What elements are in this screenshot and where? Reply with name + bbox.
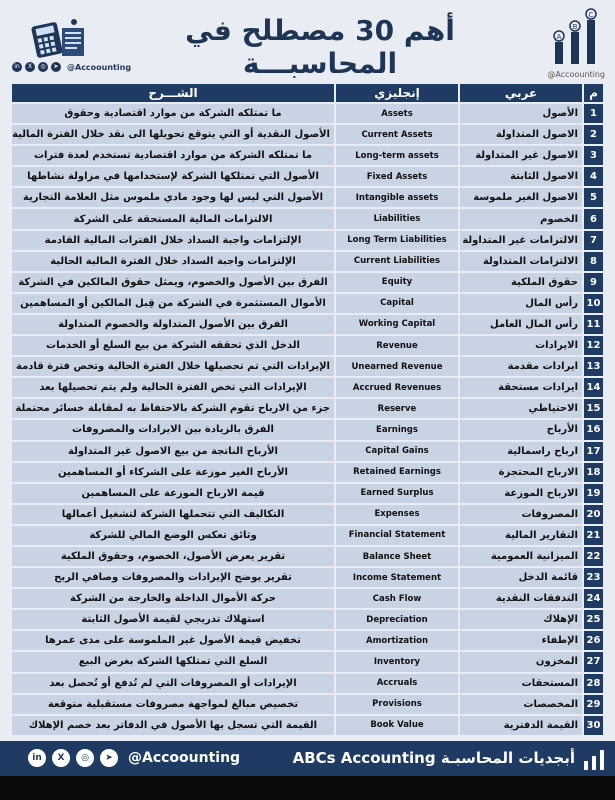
table-row [12,167,603,186]
header-handle: @Accoounting [67,62,132,72]
table-row [12,505,603,524]
instagram-icon[interactable]: ◎ [76,749,94,767]
term-arabic: الأصول [458,104,582,123]
row-number: 14 [582,378,603,397]
table-header-row [12,84,603,102]
header [0,0,615,80]
row-number: 11 [582,315,603,334]
abc-logo-icon [581,747,607,771]
footer-brand: أبجديات المحاسبـة ABCs Accounting [292,749,575,767]
row-number: 26 [582,631,603,650]
term-english: Provisions [334,695,458,714]
term-english: Long Term Liabilities [334,231,458,250]
col-header-number: م [582,84,603,102]
term-english: Intangible assets [334,188,458,207]
term-explanation: الإلتزامات واجبة السداد خلال الفترة المالية الحالية [12,252,334,271]
term-explanation: الأصول النقدية أو التي يتوقع تحويلها الى نقد خلال الفترة المالية [12,125,334,144]
telegram-icon[interactable]: ➤ [100,749,118,767]
term-explanation: الفرق بين الأصول والخصوم، ويمثل حقوق المالكين في الشركة [12,273,334,292]
term-arabic: الإطفاء [458,631,582,650]
term-explanation: تخفيض قيمة الأصول غير الملموسة على مدى عمرها [12,631,334,650]
watermark-handle: @Accoounting [547,70,605,79]
term-arabic: قائمة الدخل [458,568,582,587]
term-arabic: رأس المال العامل [458,315,582,334]
row-number: 25 [582,610,603,629]
term-english: Balance Sheet [334,547,458,566]
table-row [12,484,603,503]
term-arabic: الاصول غير المتداولة [458,146,582,165]
table-row [12,695,603,714]
term-arabic: الأرباح [458,420,582,439]
term-english: Capital Gains [334,442,458,461]
term-english: Equity [334,273,458,292]
term-arabic: الارباح المحتجزة [458,463,582,482]
term-explanation: الأصول التي ليس لها وجود مادي ملموس مثل العلامة التجارية [12,188,334,207]
row-number: 3 [582,146,603,165]
term-explanation: جزء من الارباح تقوم الشركة بالاحتفاظ به لمقابلة خسائر محتملة [12,399,334,418]
calculator-icon [30,14,90,60]
row-number: 30 [582,716,603,735]
table-row [12,589,603,608]
term-english: Liabilities [334,209,458,228]
row-number: 29 [582,695,603,714]
term-arabic: الإهلاك [458,610,582,629]
term-english: Fixed Assets [334,167,458,186]
terms-table [12,82,603,737]
term-arabic: التدفقات النقدية [458,589,582,608]
term-arabic: الالتزامات المتداولة [458,252,582,271]
term-arabic: ايرادات مقدمة [458,357,582,376]
linkedin-icon[interactable]: in [12,62,22,72]
term-explanation: الأرباح الناتجة من بيع الاصول غير المتداولة [12,442,334,461]
table-row [12,146,603,165]
term-english: Financial Statement [334,526,458,545]
term-arabic: المصروفات [458,505,582,524]
term-explanation: ما تمتلكه الشركة من موارد اقتصادية وحقوق [12,104,334,123]
instagram-icon[interactable]: ◎ [38,62,48,72]
term-english: Long-term assets [334,146,458,165]
x-icon[interactable]: X [52,749,70,767]
term-explanation: الدخل الذي تحققه الشركة من بيع السلع أو الخدمات [12,336,334,355]
term-explanation: تخصيص مبالغ لمواجهة مصروفات مستقبلية متوقعة [12,695,334,714]
row-number: 28 [582,674,603,693]
term-explanation: ما تمتلكه الشركة من موارد اقتصادية تستخدم لعدة فترات [12,146,334,165]
term-explanation: الأصول التي تمتلكها الشركة لإستخدامها في مزاولة نشاطها [12,167,334,186]
col-header-explanation: الشـــرح [12,84,334,102]
term-arabic: الاصول المتداولة [458,125,582,144]
row-number: 2 [582,125,603,144]
term-explanation: الأرباح الغير موزعة على الشركاء أو المساهمين [12,463,334,482]
term-arabic: الاحتياطي [458,399,582,418]
term-english: Accruals [334,674,458,693]
term-english: Working Capital [334,315,458,334]
term-arabic: المخزون [458,652,582,671]
table-row [12,674,603,693]
term-explanation: الإيرادات التي تم تحصيلها خلال الفترة الحالية وتخص فترة قادمة [12,357,334,376]
term-arabic: الارباح الموزعة [458,484,582,503]
term-arabic: الاصول الثابتة [458,167,582,186]
col-header-arabic: عربي [458,84,582,102]
row-number: 27 [582,652,603,671]
term-explanation: تقرير يوضح الإيرادات والمصروفات وصافي الربح [12,568,334,587]
svg-text:A: A [556,33,562,41]
table-row [12,252,603,271]
term-explanation: تقرير يعرض الأصول، الخصوم، وحقوق الملكية [12,547,334,566]
term-arabic: الالتزامات غير المتداولة [458,231,582,250]
term-explanation: الفرق بالزيادة بين الايرادات والمصروفات [12,420,334,439]
col-header-english: إنجليزي [334,84,458,102]
term-arabic: الايرادات [458,336,582,355]
term-arabic: التقارير المالية [458,526,582,545]
table-body [12,104,603,735]
table-row [12,231,603,250]
footer-handle: @Accoounting [128,750,241,766]
table-row [12,463,603,482]
term-arabic: ارباح راسمالية [458,442,582,461]
term-arabic: الاصول الغير ملموسة [458,188,582,207]
term-english: Cash Flow [334,589,458,608]
row-number: 1 [582,104,603,123]
term-explanation: الفرق بين الأصول المتداولة والخصوم المتداولة [12,315,334,334]
table-row [12,125,603,144]
term-explanation: الإلتزامات واجبة السداد خلال الفترات المالية القادمة [12,231,334,250]
row-number: 20 [582,505,603,524]
row-number: 8 [582,252,603,271]
table-row [12,568,603,587]
term-english: Earned Surplus [334,484,458,503]
svg-text:C: C [588,11,594,19]
term-arabic: حقوق الملكية [458,273,582,292]
term-english: Capital [334,294,458,313]
table-row [12,526,603,545]
term-english: Revenue [334,336,458,355]
table-row [12,294,603,313]
table-row [12,420,603,439]
term-explanation: الأموال المستثمرة في الشركة من قِبل المالكين أو المساهمين [12,294,334,313]
table-row [12,273,603,292]
row-number: 21 [582,526,603,545]
term-explanation: السلع التي تمتلكها الشركة بغرض البيع [12,652,334,671]
footer-bar [0,741,615,776]
table-row [12,378,603,397]
table-row [12,610,603,629]
term-explanation: القيمة التي تسجل بها الأصول في الدفاتر بعد خصم الإهلاك [12,716,334,735]
term-explanation: قيمة الارباح الموزعة على المساهمين [12,484,334,503]
term-arabic: رأس المال [458,294,582,313]
term-english: Inventory [334,652,458,671]
term-english: Book Value [334,716,458,735]
term-english: Assets [334,104,458,123]
page-title: أهم 30 مصطلح في المحاسبـــة [185,14,455,80]
row-number: 18 [582,463,603,482]
row-number: 19 [582,484,603,503]
term-explanation: الإيرادات أو المصروفات التي لم تُدفع أو تُحصل بعد [12,674,334,693]
term-arabic: القيمة الدفترية [458,716,582,735]
term-arabic: الخصوم [458,209,582,228]
row-number: 22 [582,547,603,566]
term-english: Income Statement [334,568,458,587]
header-social-links [12,62,131,72]
term-explanation: حركة الأموال الداخلة والخارجة من الشركة [12,589,334,608]
row-number: 15 [582,399,603,418]
row-number: 23 [582,568,603,587]
term-english: Current Assets [334,125,458,144]
row-number: 17 [582,442,603,461]
term-arabic: المستحقات [458,674,582,693]
table-row [12,716,603,735]
table-row [12,188,603,207]
table-row [12,631,603,650]
table-row [12,209,603,228]
term-explanation: وثائق تعكس الوضع المالي للشركة [12,526,334,545]
row-number: 4 [582,167,603,186]
linkedin-icon[interactable]: in [28,749,46,767]
table-row [12,652,603,671]
row-number: 9 [582,273,603,292]
table-row [12,442,603,461]
term-english: Depreciation [334,610,458,629]
row-number: 24 [582,589,603,608]
table-row [12,357,603,376]
term-english: Retained Earnings [334,463,458,482]
row-number: 12 [582,336,603,355]
term-arabic: ايرادات مستحقة [458,378,582,397]
term-english: Amortization [334,631,458,650]
term-english: Current Liabilities [334,252,458,271]
term-arabic: الميزانية العمومية [458,547,582,566]
table-row [12,336,603,355]
term-explanation: الإيرادات التي تخص الفترة الحالية ولم يتم تحصيلها بعد [12,378,334,397]
abc-logo-icon [549,6,605,68]
table-row [12,315,603,334]
term-english: Earnings [334,420,458,439]
term-explanation: الالتزامات المالية المستحقة على الشركة [12,209,334,228]
term-explanation: التكاليف التي تتحملها الشركة لتشغيل أعمالها [12,505,334,524]
term-english: Expenses [334,505,458,524]
telegram-icon[interactable]: ➤ [51,62,61,72]
table-row [12,547,603,566]
row-number: 16 [582,420,603,439]
row-number: 10 [582,294,603,313]
x-icon[interactable]: X [25,62,35,72]
svg-text:B: B [572,23,578,31]
row-number: 5 [582,188,603,207]
row-number: 13 [582,357,603,376]
term-english: Accrued Revenues [334,378,458,397]
row-number: 6 [582,209,603,228]
table-row [12,104,603,123]
footer-social-links [28,749,118,767]
term-explanation: استهلاك تدريجي لقيمة الأصول الثابتة [12,610,334,629]
table-row [12,399,603,418]
term-english: Unearned Revenue [334,357,458,376]
term-arabic: المخصصات [458,695,582,714]
term-english: Reserve [334,399,458,418]
row-number: 7 [582,231,603,250]
